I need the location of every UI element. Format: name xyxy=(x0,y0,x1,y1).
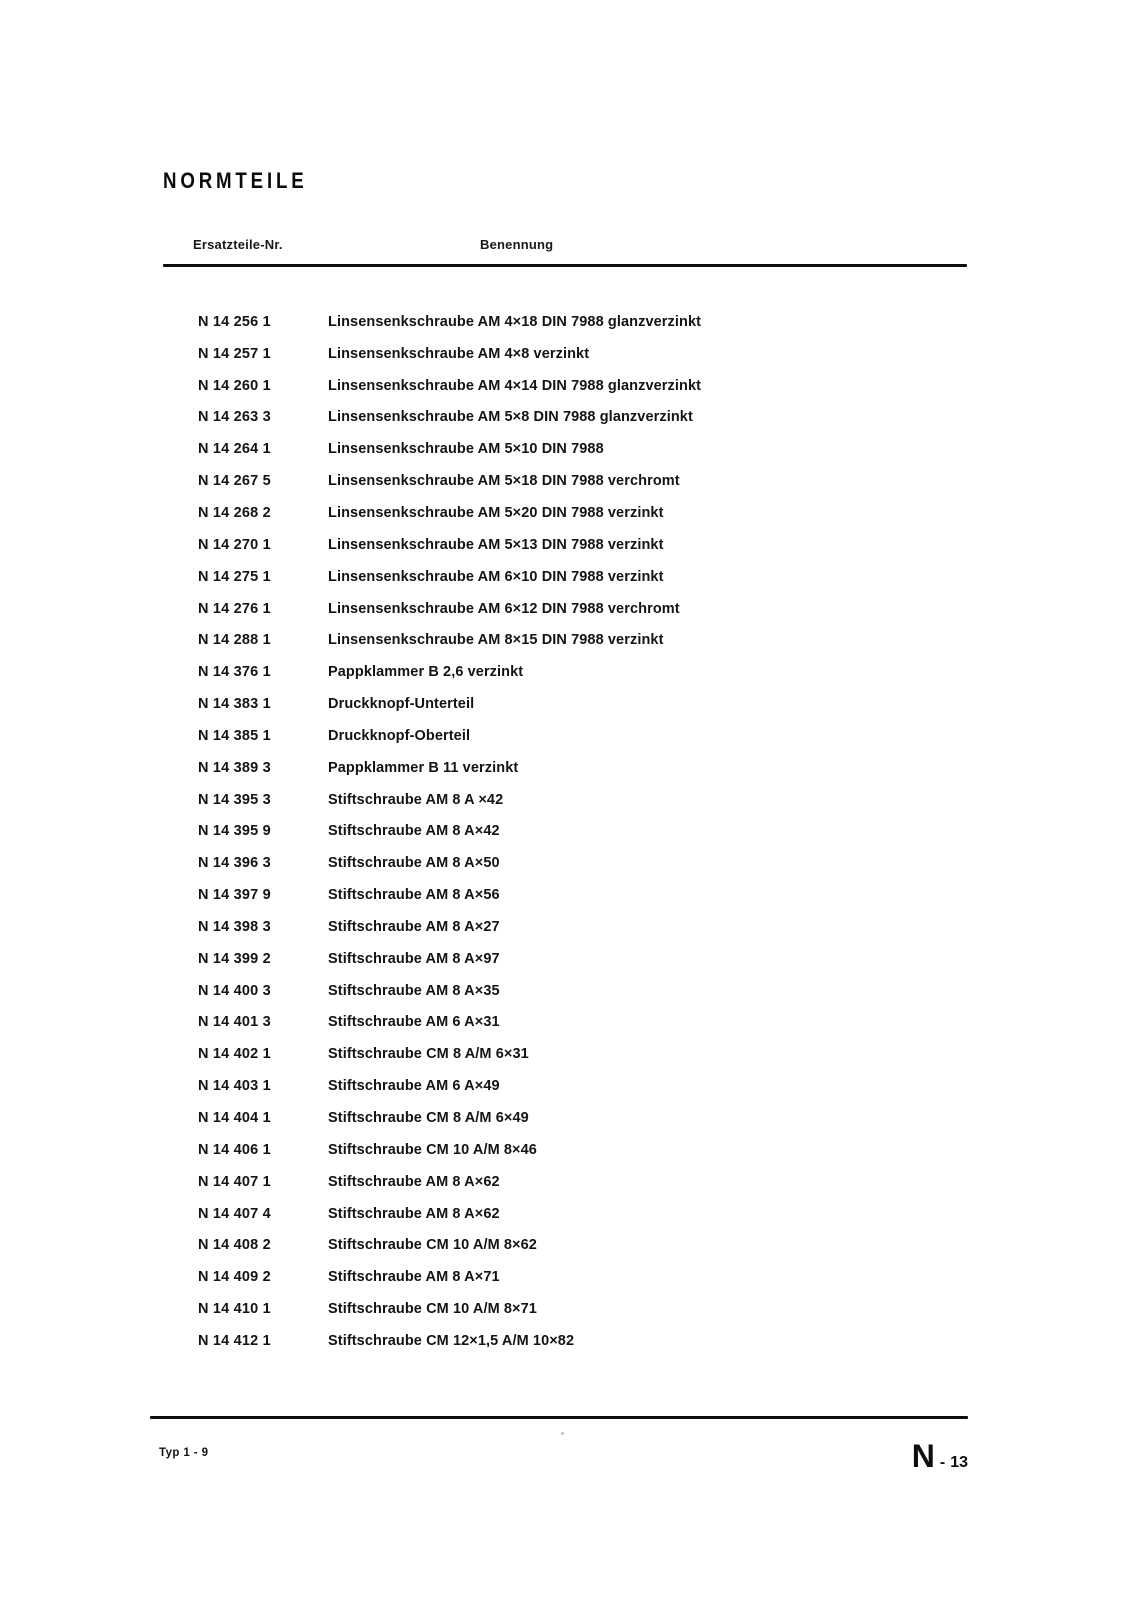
part-number-cell: N 14 401 3 xyxy=(198,1014,271,1031)
part-number-cell: N 14 400 3 xyxy=(198,982,271,999)
table-row xyxy=(198,465,973,497)
table-row xyxy=(198,306,973,338)
page-number-letter: N xyxy=(911,1438,935,1474)
designation-cell: Stiftschraube CM 12×1,5 A/M 10×82 xyxy=(328,1332,575,1349)
table-row xyxy=(198,1134,973,1166)
table-row xyxy=(198,1007,973,1039)
table-row xyxy=(198,624,973,656)
page-title: NORMTEILE xyxy=(163,168,308,193)
part-number-cell: N 14 276 1 xyxy=(198,600,271,617)
designation-cell: Linsensenkschraube AM 5×18 DIN 7988 verchromt xyxy=(328,473,680,490)
designation-cell: Stiftschraube AM 6 A×49 xyxy=(328,1078,500,1095)
table-row xyxy=(198,720,973,752)
part-number-cell: N 14 398 3 xyxy=(198,918,271,935)
designation-cell: Linsensenkschraube AM 6×12 DIN 7988 verchromt xyxy=(328,600,680,617)
designation-cell: Linsensenkschraube AM 4×18 DIN 7988 glanzverzinkt xyxy=(328,313,702,330)
table-row xyxy=(198,879,973,911)
designation-cell: Stiftschraube CM 8 A/M 6×49 xyxy=(328,1110,529,1127)
part-number-cell: N 14 389 3 xyxy=(198,759,271,776)
part-number-cell: N 14 403 1 xyxy=(198,1078,271,1095)
designation-cell: Linsensenkschraube AM 4×8 verzinkt xyxy=(328,345,590,362)
table-row xyxy=(198,338,973,370)
part-number-cell: N 14 402 1 xyxy=(198,1046,271,1063)
part-number-cell: N 14 397 9 xyxy=(198,887,271,904)
part-number-cell: N 14 264 1 xyxy=(198,441,271,458)
part-number-cell: N 14 275 1 xyxy=(198,568,271,585)
part-number-cell: N 14 404 1 xyxy=(198,1110,271,1127)
header-rule xyxy=(163,264,967,267)
table-row xyxy=(198,847,973,879)
part-number-cell: N 14 256 1 xyxy=(198,313,271,330)
designation-cell: Stiftschraube CM 10 A/M 8×62 xyxy=(328,1237,537,1254)
parts-table-body xyxy=(198,306,973,1357)
table-row xyxy=(198,943,973,975)
column-header-designation: Benennung xyxy=(480,237,554,252)
designation-cell: Stiftschraube AM 6 A×31 xyxy=(328,1014,500,1031)
table-row xyxy=(198,529,973,561)
table-row xyxy=(198,1038,973,1070)
designation-cell: Stiftschraube AM 8 A×35 xyxy=(328,982,500,999)
designation-cell: Linsensenkschraube AM 5×13 DIN 7988 verzinkt xyxy=(328,536,664,553)
part-number-cell: N 14 412 1 xyxy=(198,1332,271,1349)
part-number-cell: N 14 385 1 xyxy=(198,727,271,744)
part-number-cell: N 14 270 1 xyxy=(198,536,271,553)
table-row xyxy=(198,593,973,625)
table-row xyxy=(198,656,973,688)
table-row xyxy=(198,975,973,1007)
part-number-cell: N 14 267 5 xyxy=(198,473,271,490)
designation-cell: Linsensenkschraube AM 6×10 DIN 7988 verzinkt xyxy=(328,568,664,585)
designation-cell: Stiftschraube AM 8 A×71 xyxy=(328,1269,500,1286)
table-row xyxy=(198,1102,973,1134)
table-row xyxy=(198,497,973,529)
designation-cell: Stiftschraube AM 8 A×97 xyxy=(328,950,500,967)
designation-cell: Stiftschraube AM 8 A×42 xyxy=(328,823,500,840)
table-row xyxy=(198,1293,973,1325)
part-number-cell: N 14 406 1 xyxy=(198,1141,271,1158)
designation-cell: Stiftschraube AM 8 A×62 xyxy=(328,1205,500,1222)
footer-rule xyxy=(150,1416,968,1419)
part-number-cell: N 14 376 1 xyxy=(198,664,271,681)
scan-artifact-dot xyxy=(561,1432,564,1435)
part-number-cell: N 14 409 2 xyxy=(198,1269,271,1286)
part-number-cell: N 14 407 4 xyxy=(198,1205,271,1222)
designation-cell: Druckknopf-Oberteil xyxy=(328,727,471,744)
designation-cell: Linsensenkschraube AM 8×15 DIN 7988 verzinkt xyxy=(328,632,664,649)
column-header-part-number: Ersatzteile-Nr. xyxy=(193,237,283,252)
table-row xyxy=(198,752,973,784)
table-row xyxy=(198,1198,973,1230)
table-row xyxy=(198,1070,973,1102)
designation-cell: Linsensenkschraube AM 5×10 DIN 7988 xyxy=(328,441,604,458)
part-number-cell: N 14 395 9 xyxy=(198,823,271,840)
designation-cell: Linsensenkschraube AM 5×8 DIN 7988 glanzverzinkt xyxy=(328,409,693,426)
designation-cell: Stiftschraube CM 10 A/M 8×71 xyxy=(328,1301,537,1318)
table-row xyxy=(198,1166,973,1198)
table-row xyxy=(198,1229,973,1261)
table-row xyxy=(198,433,973,465)
table-row xyxy=(198,1325,973,1357)
designation-cell: Pappklammer B 11 verzinkt xyxy=(328,759,519,776)
table-row xyxy=(198,370,973,402)
part-number-cell: N 14 263 3 xyxy=(198,409,271,426)
table-row xyxy=(198,561,973,593)
page-number xyxy=(912,1440,968,1472)
footer-type-label: Typ 1 - 9 xyxy=(159,1447,209,1459)
table-row xyxy=(198,911,973,943)
page-number-dash: - xyxy=(939,1454,946,1471)
designation-cell: Stiftschraube AM 8 A×62 xyxy=(328,1173,500,1190)
designation-cell: Druckknopf-Unterteil xyxy=(328,696,475,713)
designation-cell: Linsensenkschraube AM 4×14 DIN 7988 glanzverzinkt xyxy=(328,377,702,394)
part-number-cell: N 14 399 2 xyxy=(198,950,271,967)
part-number-cell: N 14 408 2 xyxy=(198,1237,271,1254)
table-row xyxy=(198,1261,973,1293)
designation-cell: Stiftschraube AM 8 A ×42 xyxy=(328,791,504,808)
part-number-cell: N 14 407 1 xyxy=(198,1173,271,1190)
table-row xyxy=(198,784,973,816)
part-number-cell: N 14 395 3 xyxy=(198,791,271,808)
table-row xyxy=(198,816,973,848)
table-row xyxy=(198,688,973,720)
part-number-cell: N 14 257 1 xyxy=(198,345,271,362)
part-number-cell: N 14 410 1 xyxy=(198,1301,271,1318)
designation-cell: Stiftschraube CM 10 A/M 8×46 xyxy=(328,1141,537,1158)
part-number-cell: N 14 288 1 xyxy=(198,632,271,649)
part-number-cell: N 14 268 2 xyxy=(198,504,271,521)
designation-cell: Stiftschraube AM 8 A×56 xyxy=(328,887,500,904)
part-number-cell: N 14 260 1 xyxy=(198,377,271,394)
designation-cell: Stiftschraube AM 8 A×27 xyxy=(328,918,500,935)
table-row xyxy=(198,402,973,434)
designation-cell: Linsensenkschraube AM 5×20 DIN 7988 verzinkt xyxy=(328,504,664,521)
page-number-digits: 13 xyxy=(950,1454,968,1471)
designation-cell: Stiftschraube AM 8 A×50 xyxy=(328,855,500,872)
part-number-cell: N 14 383 1 xyxy=(198,696,271,713)
part-number-cell: N 14 396 3 xyxy=(198,855,271,872)
designation-cell: Pappklammer B 2,6 verzinkt xyxy=(328,664,524,681)
designation-cell: Stiftschraube CM 8 A/M 6×31 xyxy=(328,1046,529,1063)
